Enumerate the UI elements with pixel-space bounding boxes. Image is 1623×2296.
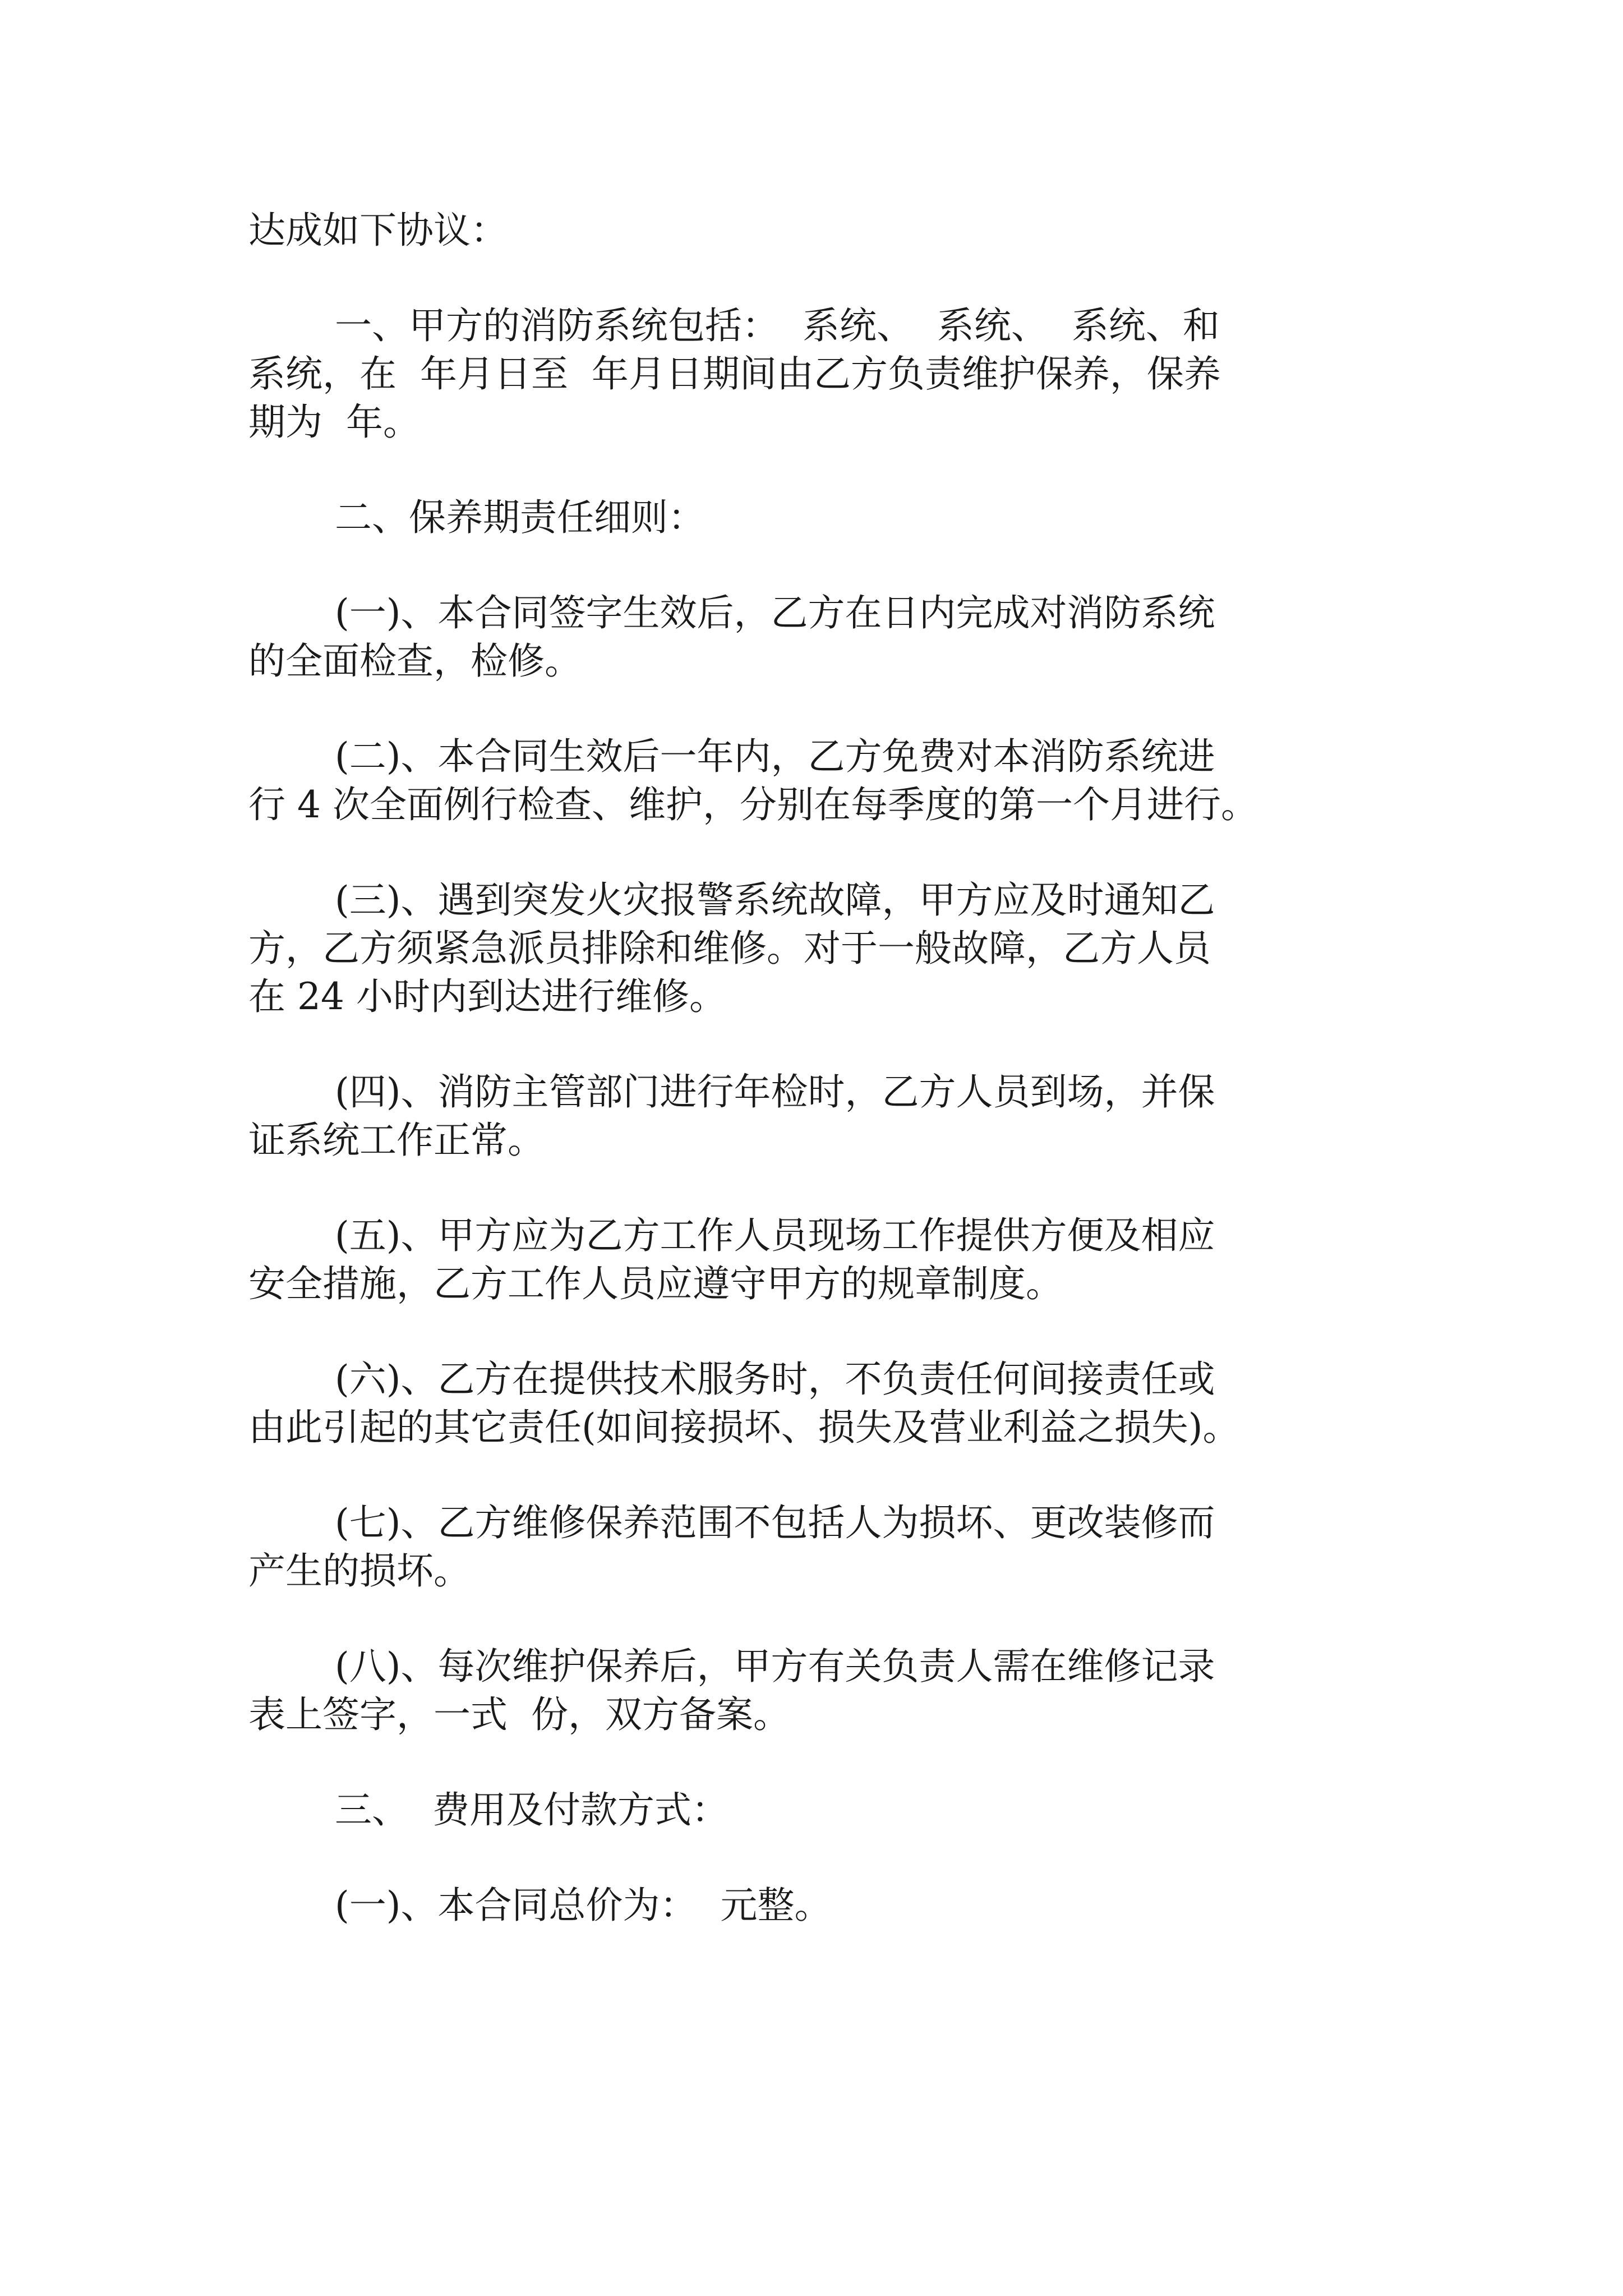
item-2-line-1: (二)、本合同生效后一年内，乙方免费对本消防系统进 [335,735,1215,778]
clause-one-line-1: 一、甲方的消防系统包括： 系统、 系统、 系统、和 [335,304,1220,347]
item-3-line-3: 在 24 小时内到达进行维修。 [248,975,726,1018]
item-3-line-1: (三)、遇到突发火灾报警系统故障，甲方应及时通知乙 [335,878,1215,922]
item-4-line-2: 证系统工作正常。 [248,1119,545,1162]
clause-one-line-2: 系统，在 年月日至 年月日期间由乙方负责维护保养，保养 [248,352,1221,395]
agreement-intro: 达成如下协议： [248,209,508,252]
item-1-line-2: 的全面检查，检修。 [248,639,582,683]
item-8-line-2: 表上签字，一式 份，双方备案。 [248,1693,790,1736]
item-8-line-1: (八)、每次维护保养后，甲方有关负责人需在维修记录 [335,1645,1215,1688]
item-2-line-2: 行 4 次全面例行检查、维护，分别在每季度的第一个月进行。 [248,783,1258,826]
item-5-line-1: (五)、甲方应为乙方工作人员现场工作提供方便及相应 [335,1214,1215,1257]
item-3-line-2: 方，乙方须紧急派员排除和维修。对于一般故障，乙方人员 [248,927,1211,970]
item-4-line-1: (四)、消防主管部门进行年检时，乙方人员到场，并保 [335,1070,1215,1114]
clause-one-line-3: 期为 年。 [248,401,420,444]
item-6-line-1: (六)、乙方在提供技术服务时，不负责任何间接责任或 [335,1358,1215,1401]
item-1-line-1: (一)、本合同签字生效后，乙方在日内完成对消防系统 [335,591,1215,634]
item-6-line-2: 由此引起的其它责任(如间接损坏、损失及营业利益之损失)。 [248,1406,1240,1449]
payment-item-1: (一)、本合同总价为： 元整。 [335,1884,832,1927]
item-7-line-1: (七)、乙方维修保养范围不包括人为损坏、更改装修而 [335,1501,1215,1544]
clause-three-heading: 三、 费用及付款方式： [335,1788,728,1832]
document-body [248,206,1449,1930]
item-5-line-2: 安全措施，乙方工作人员应遵守甲方的规章制度。 [248,1262,1063,1305]
item-7-line-2: 产生的损坏。 [248,1549,471,1593]
clause-two-heading: 二、保养期责任细则： [335,496,705,539]
